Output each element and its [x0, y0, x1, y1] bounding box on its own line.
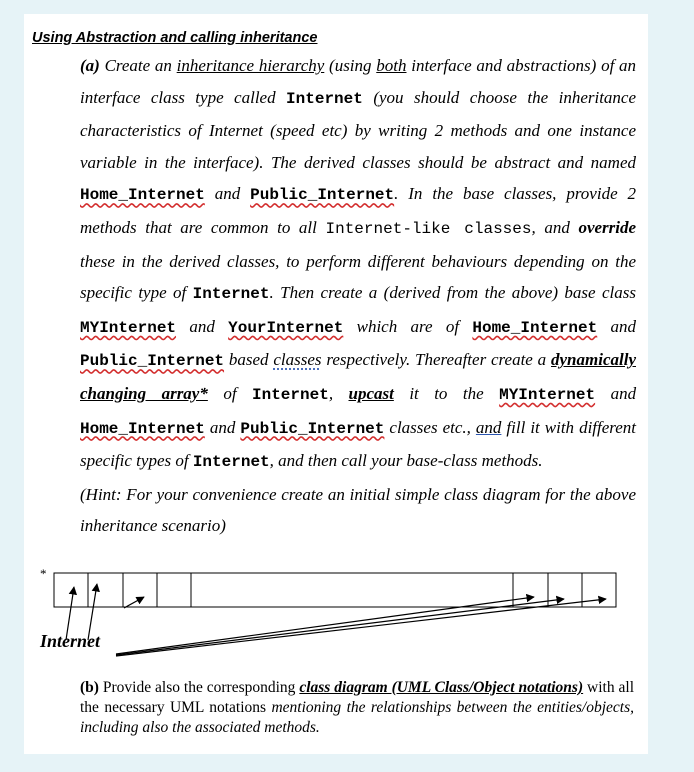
text-span: which are of: [356, 316, 460, 336]
array-box: [54, 573, 616, 607]
code-myinternet: MYInternet: [80, 318, 177, 337]
code-home-internet: Home_Internet: [80, 419, 205, 438]
text-span: classes etc.,: [389, 417, 471, 437]
part-a-paragraph: [80, 50, 636, 542]
text-span: and: [189, 316, 215, 336]
text-span: based: [228, 350, 269, 370]
text-span: , and then call your base-class methods.: [269, 451, 543, 471]
text-span: and: [610, 383, 637, 403]
classes-text: classes: [273, 350, 322, 370]
text-span: respectively. Thereafter create a: [326, 350, 547, 370]
part-b-label: (b): [80, 679, 99, 696]
text-span: Provide also the corresponding: [102, 679, 296, 696]
text-span: and: [610, 316, 636, 336]
array-diagram: [24, 562, 648, 672]
section-heading: Using Abstraction and calling inheritance: [32, 30, 318, 46]
asterisk-mark: *: [40, 566, 47, 581]
text-span: ,: [328, 383, 334, 403]
text-span: of: [223, 383, 237, 403]
part-b-paragraph: [80, 678, 634, 738]
text-span: it to the: [409, 383, 484, 403]
text-span: and: [214, 184, 241, 204]
text-span: , and: [531, 217, 570, 237]
pointer-arrow: [116, 599, 606, 656]
code-home-internet: Home_Internet: [80, 186, 205, 205]
both-text: both: [376, 56, 407, 75]
text-span: . In the base classes, provide 2 methods that are common to all: [80, 184, 636, 237]
code-internet: Internet: [192, 285, 270, 304]
code-public-internet: Public_Internet: [240, 419, 385, 438]
part-a-label: (a): [80, 56, 100, 75]
dynamic-array-text: dynamically changing array*: [80, 350, 636, 403]
override-text: override: [578, 217, 637, 237]
code-internet: Internet: [252, 385, 329, 404]
text-span: with all the necessary UML notations: [80, 679, 635, 716]
diagram-label-internet: Internet: [40, 631, 101, 651]
hint-text: (Hint: For your convenience create an initial simple class diagram for the above inheritance scenario): [80, 484, 636, 536]
code-public-internet: Public_Internet: [80, 352, 225, 371]
code-internet: Internet: [192, 453, 270, 472]
text-span: (you should choose the inheritance characteristics of Internet (speed etc) by writing 2 methods and one instance variable in the interface). The derived classes should be abstract and named: [80, 87, 637, 172]
code-yourinternet: YourInternet: [228, 318, 344, 337]
and-text: and: [475, 417, 502, 437]
class-diagram-text: class diagram (UML Class/Object notations): [299, 679, 584, 696]
upcast-text: upcast: [348, 383, 394, 403]
code-internet-like: Internet-like classes: [325, 219, 532, 238]
text-span: (using: [329, 56, 372, 75]
code-public-internet: Public_Internet: [250, 186, 395, 205]
text-span: fill it with different specific types of: [80, 417, 637, 471]
text-span: interface and abstractions) of an interface class type called: [80, 56, 637, 107]
text-span: these in the derived classes, to perform different behaviours depending on the specific type of: [80, 251, 636, 303]
code-internet: Internet: [286, 89, 363, 108]
inheritance-hierarchy-text: inheritance hierarchy: [176, 56, 325, 75]
text-span: and: [209, 417, 236, 437]
text-span: . Then create a (derived from the above) base class: [269, 283, 636, 303]
text-span: Create an: [104, 56, 172, 75]
document-page: [24, 14, 648, 754]
code-home-internet: Home_Internet: [472, 318, 598, 337]
code-myinternet: MYInternet: [499, 385, 596, 404]
text-span: mentioning the relationships between the entities/objects, including also the associated methods.: [80, 699, 634, 736]
